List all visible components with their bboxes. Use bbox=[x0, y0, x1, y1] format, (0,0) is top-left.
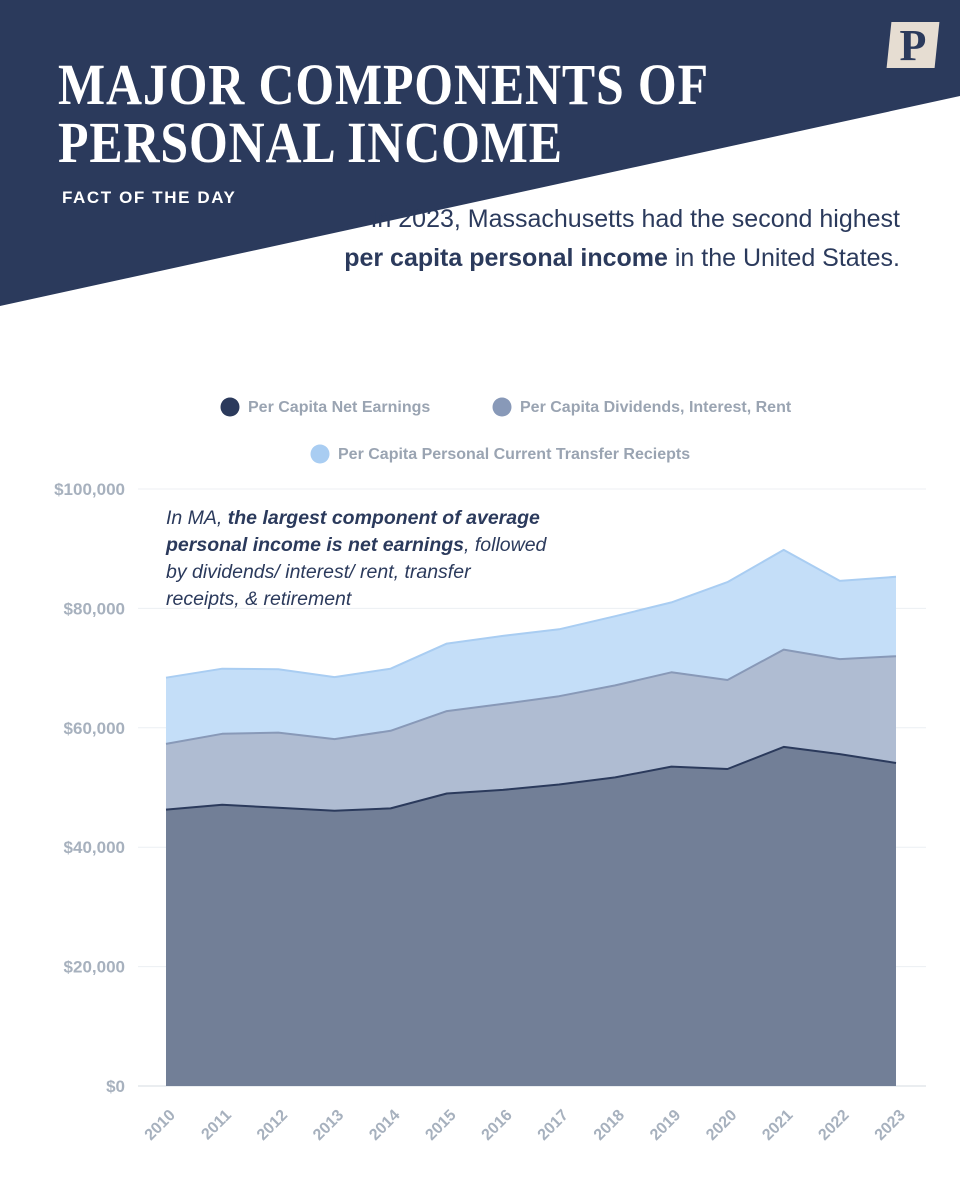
y-tick-label: $40,000 bbox=[63, 838, 125, 858]
x-tick-label: 2015 bbox=[422, 1106, 460, 1144]
y-tick-label: $20,000 bbox=[63, 957, 125, 977]
y-tick-label: $80,000 bbox=[63, 599, 125, 619]
chart-annotation bbox=[165, 507, 548, 610]
chart-legend bbox=[221, 398, 792, 464]
x-tick-label: 2021 bbox=[759, 1106, 797, 1144]
annotation-text-continued: , followed bbox=[464, 534, 547, 556]
y-axis bbox=[54, 480, 125, 1096]
x-tick-label: 2017 bbox=[534, 1106, 572, 1144]
fact-text-end: in the United States. bbox=[667, 244, 900, 272]
page-title bbox=[58, 52, 709, 175]
x-tick-label: 2018 bbox=[590, 1106, 629, 1144]
x-tick-label: 2012 bbox=[253, 1106, 292, 1144]
annotation-line-2 bbox=[165, 534, 548, 556]
annotation-bold-1: the largest component of average bbox=[227, 507, 540, 529]
legend-marker-transfer-receipts bbox=[311, 445, 330, 464]
x-tick-label: 2022 bbox=[815, 1106, 853, 1144]
annotation-line-4: receipts, & retirement bbox=[166, 588, 352, 610]
annotation-line-3: by dividends/ interest/ rent, transfer bbox=[166, 561, 471, 583]
x-tick-label: 2019 bbox=[647, 1106, 685, 1144]
x-tick-label: 2011 bbox=[198, 1106, 235, 1144]
fact-statement bbox=[340, 200, 900, 278]
brand-logo-letter: P bbox=[899, 21, 927, 70]
x-axis bbox=[142, 1107, 909, 1144]
legend-label-dividends: Per Capita Dividends, Interest, Rent bbox=[520, 399, 792, 416]
fact-text-start: In 2023, Massachusetts had the second highest bbox=[370, 205, 900, 233]
brand-logo bbox=[887, 22, 940, 68]
page-title-line-2: PERSONAL INCOME bbox=[58, 110, 563, 175]
legend-label-transfer-receipts: Per Capita Personal Current Transfer Reciepts bbox=[338, 446, 691, 463]
annotation-line-1 bbox=[166, 507, 540, 529]
fact-of-the-day-label: FACT OF THE DAY bbox=[62, 188, 237, 207]
legend-label-net-earnings: Per Capita Net Earnings bbox=[248, 399, 431, 416]
x-tick-label: 2023 bbox=[871, 1106, 909, 1144]
y-tick-label: $100,000 bbox=[54, 480, 125, 499]
x-tick-label: 2013 bbox=[310, 1106, 348, 1144]
stacked-area-chart bbox=[0, 340, 960, 1200]
legend-marker-dividends bbox=[493, 398, 512, 417]
x-tick-label: 2010 bbox=[141, 1106, 179, 1144]
annotation-bold-2: personal income is net earnings bbox=[166, 534, 465, 556]
y-tick-label: $60,000 bbox=[63, 718, 125, 738]
legend-marker-net-earnings bbox=[221, 398, 240, 417]
x-tick-label: 2014 bbox=[366, 1106, 404, 1144]
page-title-line-1: MAJOR COMPONENTS OF bbox=[58, 52, 709, 117]
annotation-text-start: In MA, bbox=[166, 507, 228, 529]
x-tick-label: 2016 bbox=[478, 1106, 516, 1144]
chart-areas bbox=[166, 550, 896, 1086]
y-tick-label: $0 bbox=[106, 1077, 125, 1096]
x-tick-label: 2020 bbox=[703, 1106, 741, 1144]
fact-highlight: per capita personal income bbox=[344, 244, 668, 272]
